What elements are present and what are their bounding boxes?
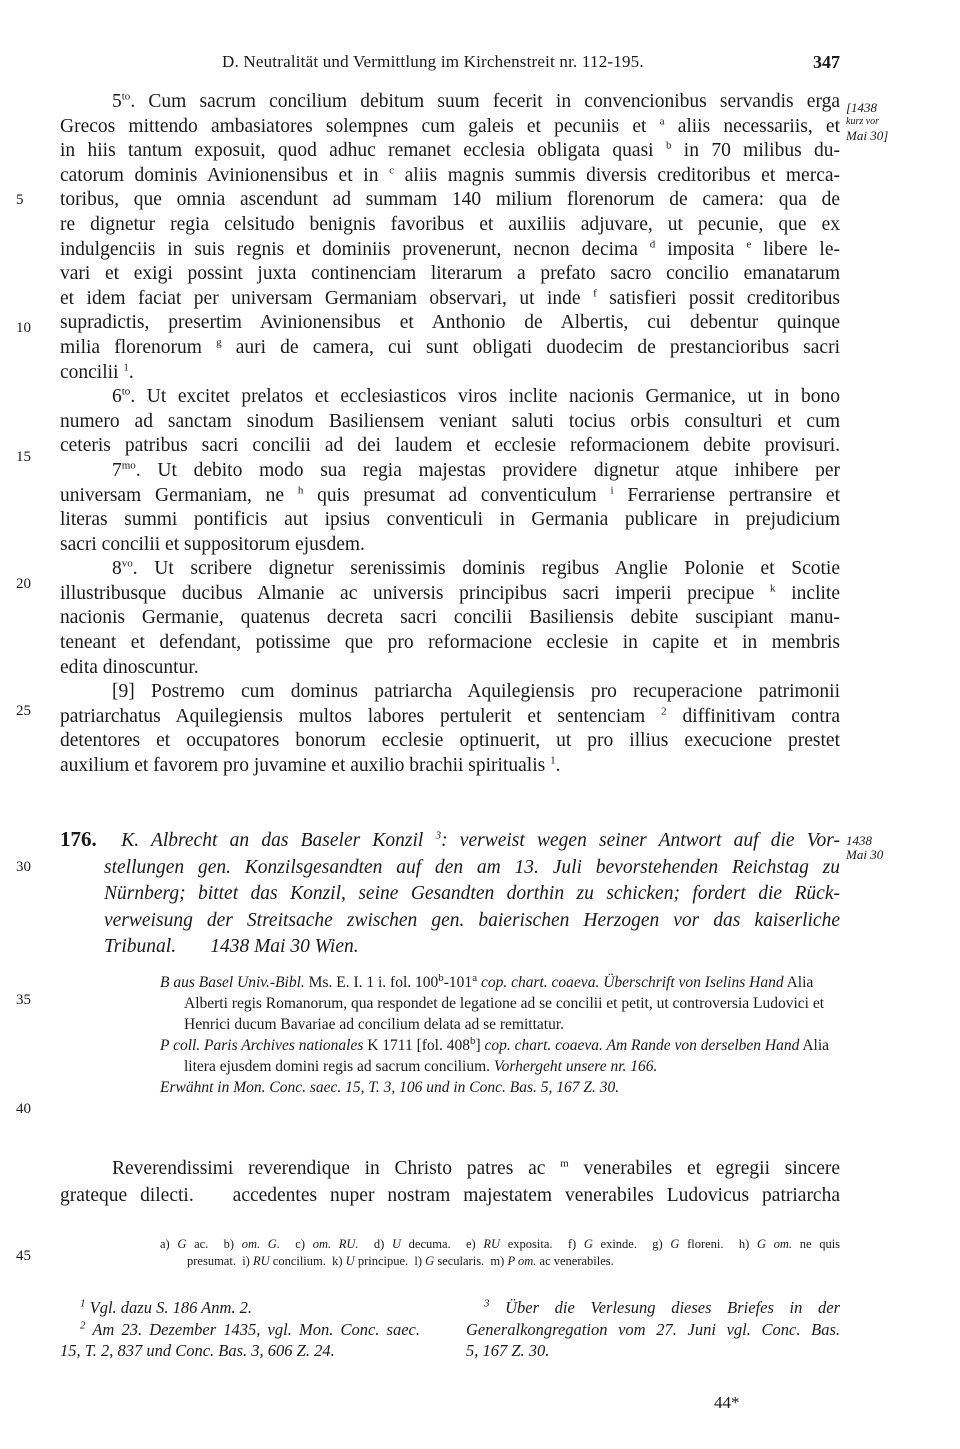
line-number: 15 — [16, 449, 31, 465]
letter-line: Reverendissimi reverendique in Christo patres ac $^m$ venerabiles et egregii sincere — [112, 1157, 840, 1179]
body-line: literas summi pontificis aut ipsius conventiculi in Germania publicare in prejudicium — [60, 509, 840, 531]
body-line: ceteris patribus sacri concilii ad dei laudem et ecclesie reformacionem debite provisuri. — [60, 435, 840, 457]
footnote-line: 15, T. 2, 837 und Conc. Bas. 3, 606 Z. 24. — [60, 1341, 335, 1360]
body-line: [9] Postremo cum dominus patriarcha Aquilegiensis pro recuperacione patrimonii — [112, 681, 840, 703]
body-line: Grecos mittendo ambasiatores solempnes cum galeis et pecuniis et $^a$ aliis necessariis, et — [60, 115, 840, 137]
body-line: auxilium et favorem pro juvamine et auxilio brachii spiritualis $^1$. — [60, 754, 561, 777]
source-entry: P coll. Paris Archives nationales K 1711 [fol. 408$^b$] cop. chart. coaeva. Am Rande von derselben Hand Alia litera ejusdem domini regis ad sacrum concilium. Vorhergeht unsere nr. 166. — [160, 1034, 830, 1075]
apparatus-line: presumat. i) RU concilium. k) U principue. l) G secularis. m) P om. ac venerabiles. — [187, 1254, 614, 1268]
letter-text — [60, 1155, 840, 1209]
body-line: supradictis, presertim Avinionensibus et Anthonio de Albertis, cui debentur quinque — [60, 312, 840, 334]
body-line: re dignetur regia celsitudo benignis favoribus et auxiliis adjuvare, ut pecunie, que ex — [60, 213, 840, 235]
footnote-column-right — [466, 1297, 840, 1362]
line-number: 35 — [16, 992, 31, 1008]
footnote-column-left — [60, 1297, 420, 1362]
body-line: $6^{to}$. Ut excitet prelatos et ecclesiasticos viros inclite nacionis Germanice, ut in bono — [112, 385, 840, 408]
source-list — [160, 972, 840, 1098]
footnote-line: $^1$ Vgl. dazu S. 186 Anm. 2. — [80, 1297, 253, 1317]
running-header — [60, 52, 840, 78]
heading-line: K. Albrecht an das Baseler Konzil $^3$: verweist wegen seiner Antwort auf die Vor- — [121, 829, 841, 851]
body-line: milia florenorum $^g$ auri de camera, cui sunt obligati duodecim de prestancioribus sacri — [60, 336, 840, 358]
line-number: 30 — [16, 859, 31, 875]
source-entry: Erwähnt in Mon. Conc. saec. 15, T. 3, 106 und in Conc. Bas. 5, 167 Z. 30. — [160, 1079, 620, 1096]
body-line: $8^{vo}$. Ut scribere dignetur serenissimis dominis regibus Anglie Polonie et Scotie — [112, 557, 840, 580]
heading-line: stellungen gen. Konzilsgesandten auf den am 13. Juli bevorstehenden Reichstag zu — [104, 856, 840, 878]
page-number: 347 — [813, 52, 840, 72]
body-text — [60, 90, 840, 779]
body-line: et idem faciat per universam Germaniam observari, ut inde $^f$ satisfieri possit creditoribus — [60, 287, 840, 309]
heading-line: Nürnberg; bittet das Konzil, seine Gesandten dorthin zu schicken; fordert die Rück- — [104, 883, 840, 904]
margin-date-note: [1438 kurz vor Mai 30] — [846, 100, 889, 143]
apparatus-line: a) G ac. b) om. G. c) om. RU. d) U decuma. e) RU exposita. f) G exinde. g) G floreni. h) G om. ne quis — [160, 1237, 841, 1251]
line-number: 25 — [16, 703, 31, 719]
line-number: 40 — [16, 1101, 31, 1117]
body-line: $5^{to}$. Cum sacrum concilium debitum suum fecerit in convencionibus servandis erga — [112, 90, 840, 112]
source-entry: B aus Basel Univ.-Bibl. Ms. E. I. 1 i. fol. 100$^b$-101$^a$ cop. chart. coaeva. Überschrift von Iselins Hand Alia Alberti regis Romanorum, qua respondet de legatione ad se concilii et petit, ut controversia Ludovici et Henrici ducum Bavariae ad concilium delata ad se remittatur. — [160, 971, 825, 1033]
section-number: 176. — [60, 827, 97, 851]
body-line: detentores et occupatores bonorum ecclesie optinuerit, ut pro illius execucione prestet — [60, 730, 840, 752]
body-line: patriarchatus Aquilegiensis multos labores pertulerit et sentenciam $^2$ diffinitivam contra — [60, 705, 840, 727]
line-number: 10 — [16, 320, 31, 336]
critical-apparatus — [140, 1236, 840, 1270]
line-number: 45 — [16, 1248, 31, 1264]
body-line: nacionis Germanie, quatenus decreta sacri concilii Basiliensis debite suscipiant manu- — [60, 607, 840, 629]
body-line: concilii $^1$. — [60, 361, 134, 383]
body-line: universam Germaniam, ne $^h$ quis presumat ad conventiculum $^i$ Ferrariense pertransire et — [60, 484, 840, 506]
margin-date-note: 1438 Mai 30 — [846, 833, 884, 862]
running-title: D. Neutralität und Vermittlung im Kirchenstreit nr. 112-195. — [222, 52, 644, 71]
body-line: vari et exigi possint juxta continenciam literarum a prefato sacro concilio emanatarum — [60, 263, 840, 285]
body-line: catorum dominis Avinionensibus et in $^c$ aliis magnis summis diversis creditoribus et merca- — [60, 164, 840, 186]
sheet-signature: 44* — [714, 1393, 740, 1412]
body-line: $7^{mo}$. Ut debito modo sua regia majestas providere dignetur atque inhibere per — [112, 459, 840, 481]
body-line: sacri concilii et suppositorum ejusdem. — [60, 533, 365, 555]
heading-line: verweisung der Streitsache zwischen gen. baierischen Herzogen vor das kaiserliche — [104, 909, 840, 931]
line-number: 20 — [16, 576, 31, 592]
section-heading — [60, 826, 840, 961]
footnote-line: Generalkongregation vom 27. Juni vgl. Conc. Bas. — [466, 1319, 840, 1339]
footnote-line: $^3$ Über die Verlesung dieses Briefes in der — [484, 1297, 840, 1317]
footnote-line: 5, 167 Z. 30. — [466, 1341, 550, 1360]
body-line: illustribusque ducibus Almanie ac universis principibus sacri imperii precipue $^k$ inclite — [60, 582, 840, 604]
letter-line: grateque dilecti. accedentes nuper nostram majestatem venerabiles Ludovicus patriarcha — [60, 1185, 840, 1206]
body-line: toribus, que omnia ascendunt ad summam 140 milium florenorum de camera: qua de — [60, 189, 840, 211]
body-line: numero ad sanctam sinodum Basiliensem veniant saluti tocius orbis consulturi et cum — [60, 410, 840, 432]
body-line: indulgenciis in suis regnis et dominiis provenerunt, necnon decima $^d$ imposita $^e$ libere le- — [60, 238, 840, 260]
body-line: in hiis tantum exposuit, quod adhuc remanet ecclesia obligata quasi $^b$ in 70 milibus du- — [60, 139, 841, 162]
body-line: teneant et defendant, potissime que pro reformacione ecclesie in capite et in membris — [60, 632, 840, 654]
footnote-line: $^2$ Am 23. Dezember 1435, vgl. Mon. Conc. saec. — [80, 1319, 420, 1339]
body-line: edita dinoscuntur. — [60, 656, 199, 678]
heading-line: Tribunal. 1438 Mai 30 Wien. — [104, 936, 359, 957]
line-number: 5 — [16, 192, 24, 208]
